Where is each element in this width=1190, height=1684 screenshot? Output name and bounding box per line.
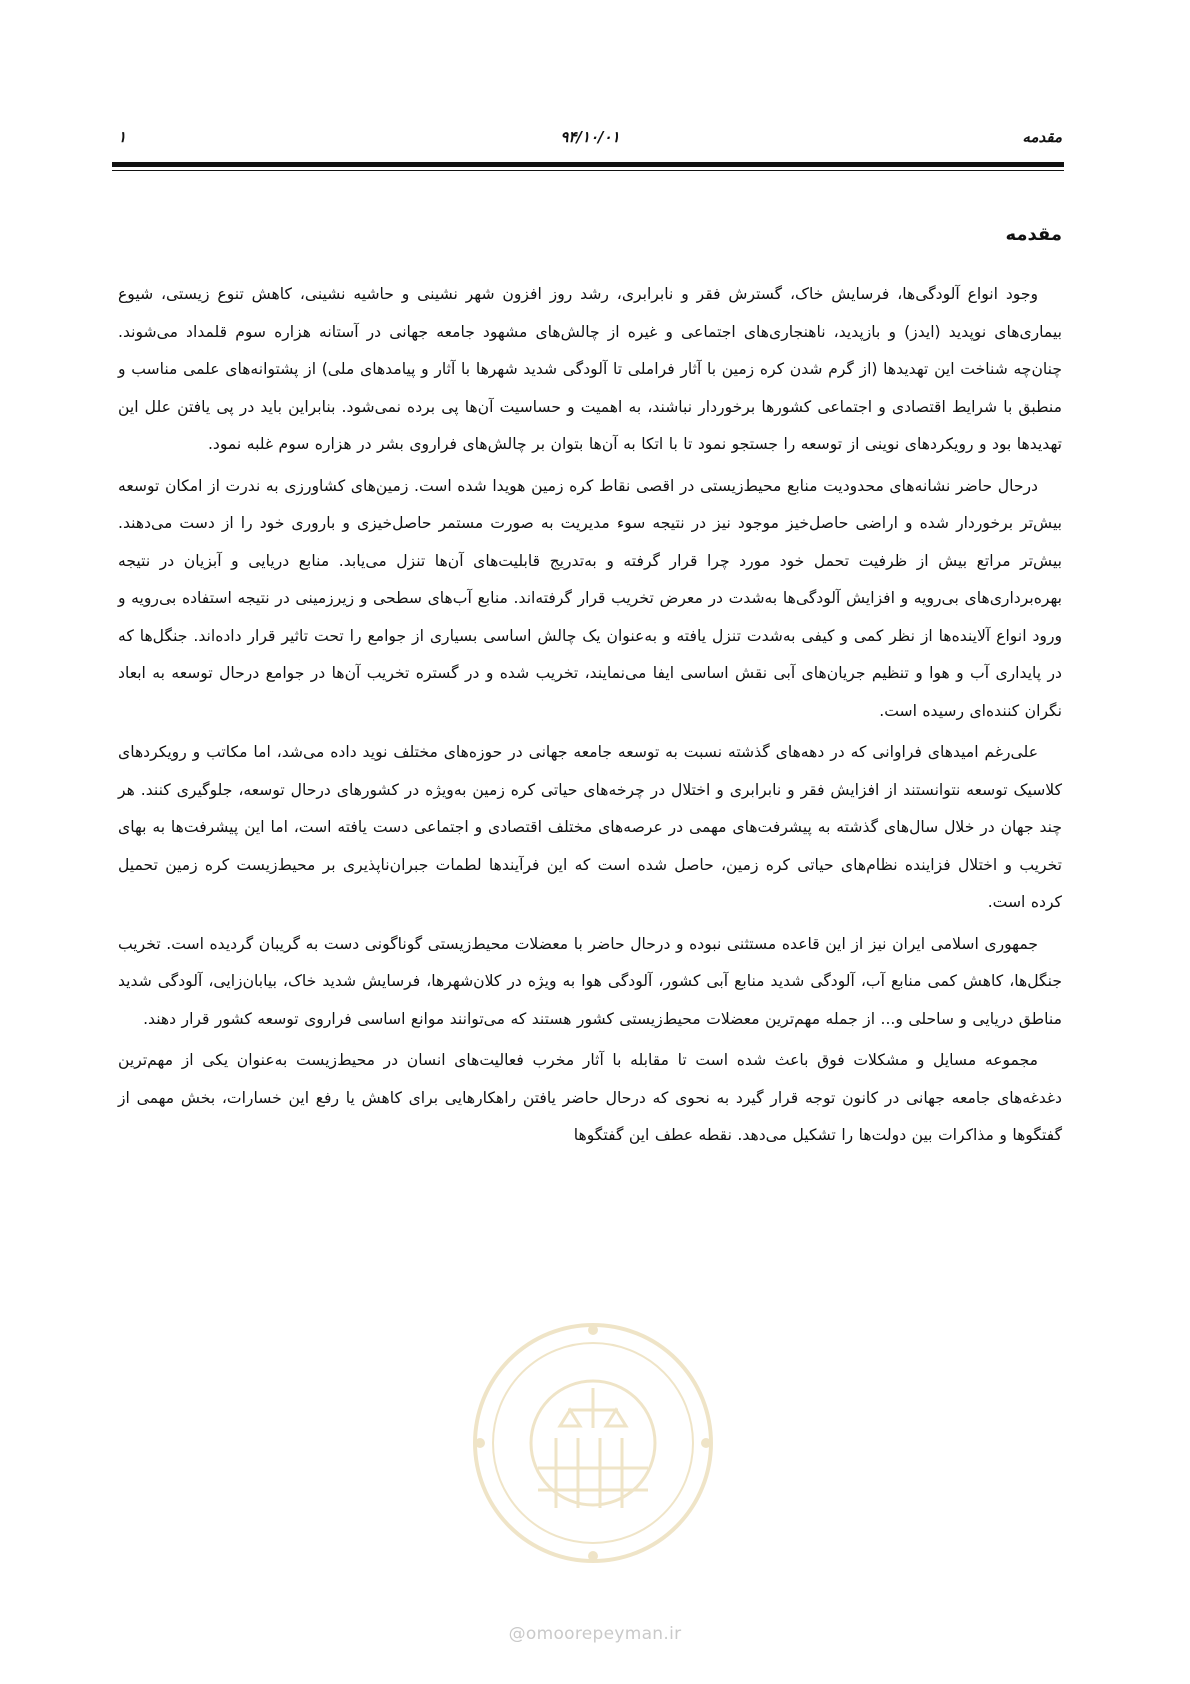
paragraph: وجود انواع آلودگی‌ها، فرسایش خاک، گسترش فقر و نابرابری، رشد روز افزون شهر نشینی و حاشیه نشینی، کاهش تنوع زیستی، شیوع بیماری‌های نوپدید (ایدز) و بازپدید، ناهنجاری‌های اجتماعی و غیره از چالش‌های مشهود جامعه جهانی در آستانه هزاره سوم قلمداد می‌شوند. چنان‌چه شناخت این تهدیدها (از گرم شدن کره زمین با آثار فراملی تا آلودگی شدید شهرها با آثار و پیامدهای ملی) از پشتوانه‌های علمی مناسب و منطبق با شرایط اقتصادی و اجتماعی کشورها برخوردار نباشند، به اهمیت و حساسیت آن‌ها پی برده نمی‌شود. بنابراین باید در پی یافتن علل این تهدیدها بود و رویکردهای نوینی از توسعه را جستجو نمود تا با اتکا به آن‌ها بتوان بر چالش‌های فراروی بشر در هزاره سوم غلبه نمود. (118, 285, 1062, 453)
page-body (118, 222, 1062, 1159)
page-number: ۱ (118, 128, 127, 146)
watermark-url: @omoorepeyman.ir (508, 1624, 682, 1644)
header-rule-thin (112, 170, 1064, 171)
paragraph: مجموعه مسایل و مشکلات فوق باعث شده است تا مقابله با آثار مخرب فعالیت‌های انسان در محیط‌زیست به‌عنوان یکی از مهم‌ترین دغدغه‌های جامعه جهانی در کانون توجه قرار گیرد به نحوی که درحال حاضر یافتن راهکارهایی برای کاهش یا رفع این خسارات، بخش مهمی از گفتگوها و مذاکرات بین دولت‌ها را تشکیل می‌دهد. نقطه عطف این گفتگوها (118, 1051, 1062, 1144)
header-rule-thick (112, 162, 1064, 167)
running-header (118, 128, 1062, 152)
section-heading: مقدمه (1005, 224, 1062, 245)
watermark-seal-icon (468, 1318, 718, 1568)
paragraph: علی‌رغم امیدهای فراوانی که در دهه‌های گذشته نسبت به توسعه جامعه جهانی در حوزه‌های مختلف نوید داده می‌شد، اما مکاتب و رویکردهای کلاسیک توسعه نتوانستند از افزایش فقر و نابرابری و اختلال در چرخه‌های حیاتی کره زمین به‌ویژه در کشورهای درحال توسعه، جلوگیری کنند. هر چند جهان در خلال سال‌های گذشته به پیشرفت‌های مهمی در عرصه‌های مختلف اقتصادی و اجتماعی دست یافته است، اما این پیشرفت‌ها به بهای تخریب و اختلال فزاینده نظام‌های حیاتی کره زمین، حاصل شده است که این فرآیندها لطمات جبران‌ناپذیری بر محیط‌زیست کره زمین تحمیل کرده است. (118, 743, 1062, 911)
running-header-date: ۹۴/۱۰/۰۱ (560, 128, 620, 146)
running-header-title: مقدمه (1022, 128, 1062, 146)
paragraph: جمهوری اسلامی ایران نیز از این قاعده مستثنی نبوده و درحال حاضر با معضلات محیط‌زیستی گوناگونی دست به گریبان گردیده است. تخریب جنگل‌ها، کاهش کمی منابع آب، آلودگی شدید منابع آبی کشور، آلودگی هوا به ویژه در کلان‌شهرها، فرسایش شدید خاک، بیابان‌زایی، آلودگی شدید مناطق دریایی و ساحلی و... از جمله مهم‌ترین معضلات محیط‌زیستی کشور هستند که می‌توانند موانع اساسی فراروی توسعه کشور قرار دهند. (118, 934, 1062, 1028)
paragraph: درحال حاضر نشانه‌های محدودیت منابع محیط‌زیستی در اقصی نقاط کره زمین هویدا شده است. زمین‌های کشاورزی به ندرت از امکان توسعه بیش‌تر برخوردار شده و اراضی حاصل‌خیز موجود نیز در نتیجه سوء مدیریت به صورت مستمر حاصل‌خیزی و باروری خود را از دست می‌دهند. بیش‌تر مراتع بیش از ظرفیت تحمل خود مورد چرا قرار گرفته و به‌تدریج قابلیت‌های آن‌ها تنزل می‌یابد. منابع دریایی و آبزیان در نتیجه بهره‌برداری‌های بی‌رویه و افزایش آلودگی‌ها به‌شدت در معرض تخریب قرار گرفته‌اند. منابع آب‌های سطحی و زیرزمینی در نتیجه استفاده بی‌رویه و ورود انواع آلاینده‌ها از نظر کمی و کیفی به‌شدت تنزل یافته و به‌عنوان یک چالش اساسی بسیاری از جوامع را تحت تاثیر قرار داده‌اند. جنگل‌ها که در پایداری آب و هوا و تنظیم جریان‌های آبی نقش اساسی ایفا می‌نمایند، تخریب شده و در گستره تخریب آن‌ها در جوامع درحال توسعه به ابعاد نگران کننده‌ای رسیده است. (118, 476, 1062, 720)
